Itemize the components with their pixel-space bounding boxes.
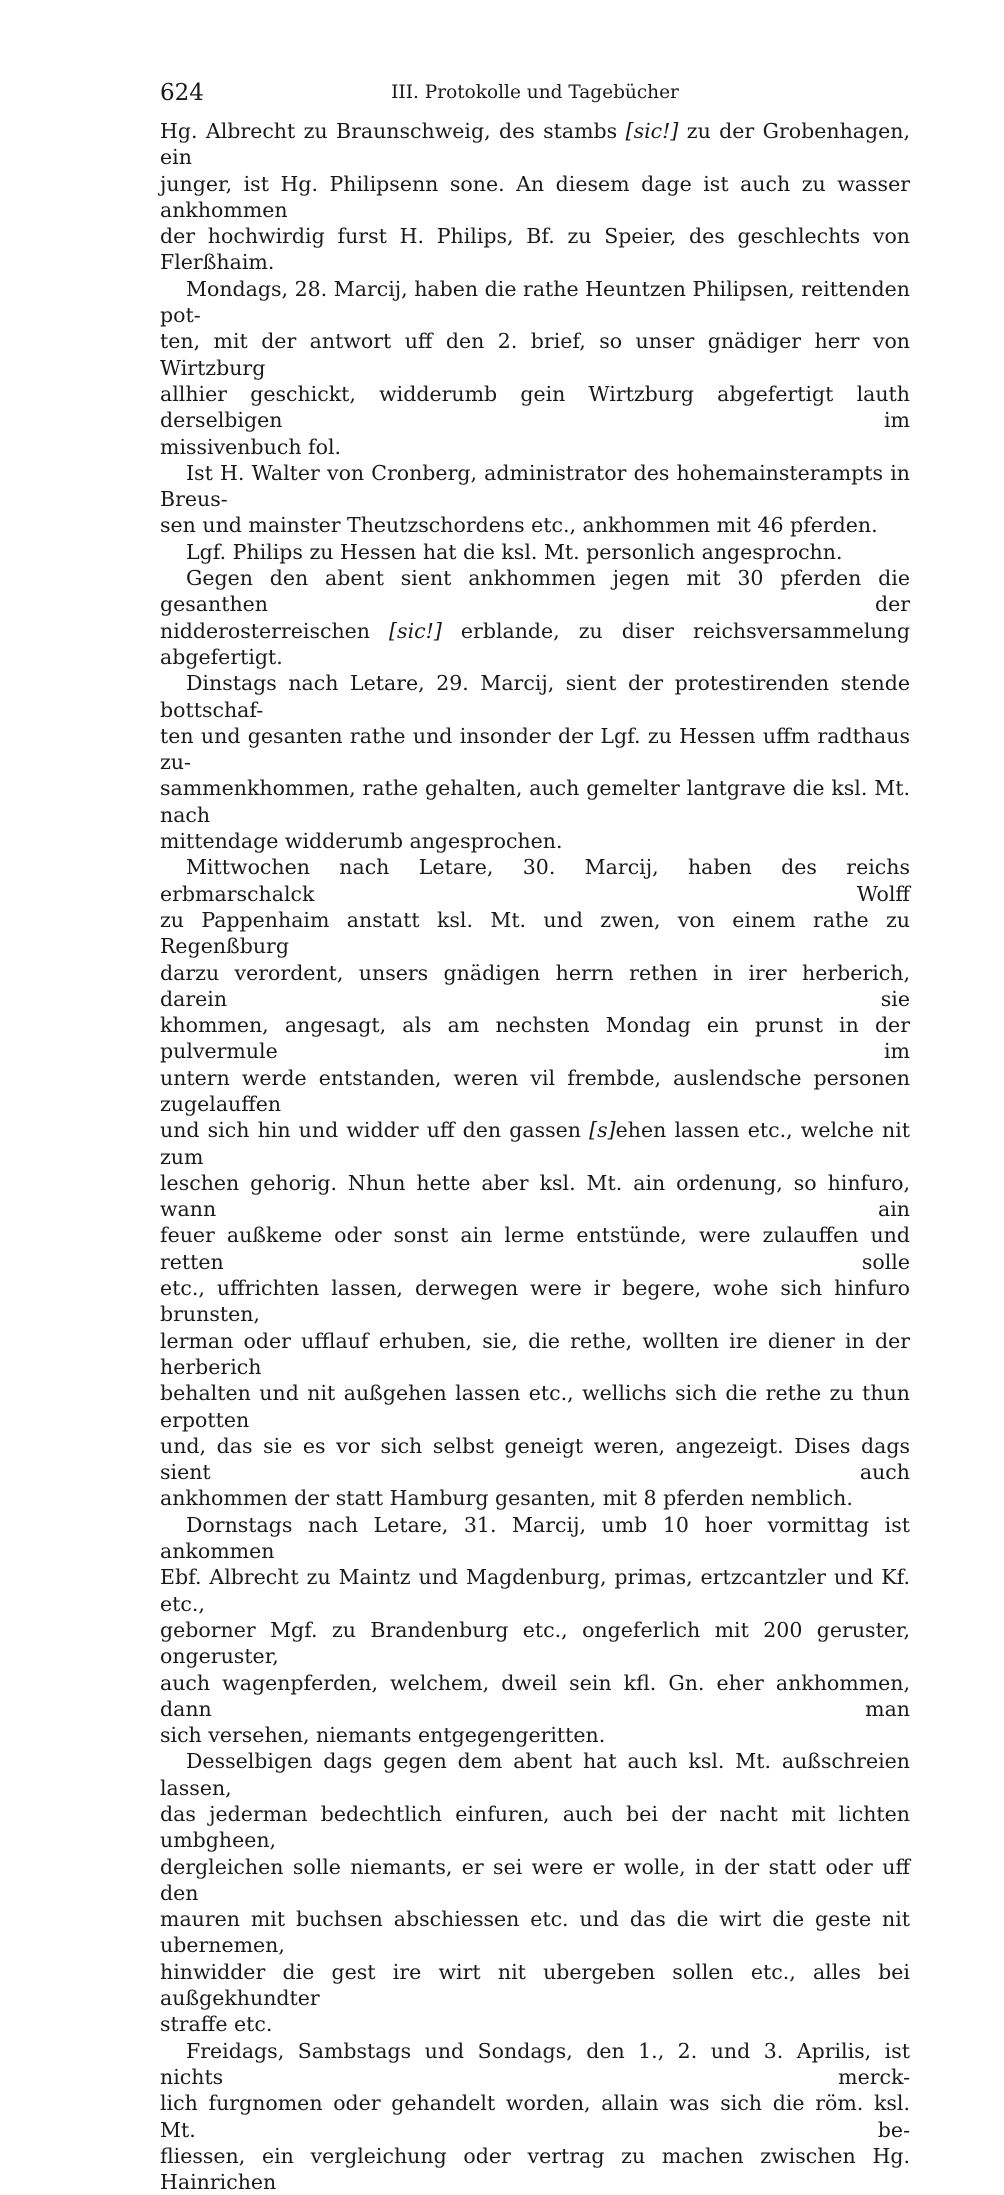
text-line: lerman oder ufflauf erhuben, sie, die rethe, wollten ire diener in der herberich [160, 1328, 910, 1379]
paragraph [160, 276, 910, 460]
running-title: III. Protokolle und Tagebücher [391, 82, 679, 103]
editorial-note: [sic!] [625, 119, 679, 143]
text-line: leschen gehorig. Nhun hette aber ksl. Mt. ain ordenung, so hinfuro, wann ain [160, 1170, 910, 1222]
text-line: mauren mit buchsen abschiessen etc. und das die wirt die geste nit ubernemen, [160, 1907, 910, 1958]
document-page [160, 78, 910, 2195]
paragraph [160, 118, 910, 276]
text-line: untern werde entstanden, weren vil frembde, auslendsche personen zugelauffen [160, 1065, 910, 1116]
text-line: der hochwirdig furst H. Philips, Bf. zu Speier, des geschlechts von Flerßhaim. [160, 224, 910, 275]
editorial-note: [s] [589, 1118, 616, 1143]
text-line: Freidags, Sambstags und Sondags, den 1., 2. und 3. Aprilis, ist nichts merck- [160, 2038, 910, 2089]
text-line: lich furgnomen oder gehandelt worden, allain was sich die röm. ksl. Mt. be- [160, 2091, 910, 2142]
text-line: straffe etc. [160, 2012, 273, 2037]
text-line: geborner Mgf. zu Brandenburg etc., ongeferlich mit 200 geruster, ongeruster, [160, 1617, 910, 1669]
text-line: ten und gesanten rathe und insonder der Lgf. zu Hessen uffm radthaus zu- [160, 723, 910, 775]
text-line: missivenbuch fol. [160, 434, 342, 459]
text-line: allhier geschickt, widderumb gein Wirtzburg abgefertigt lauth derselbigen im [160, 381, 910, 433]
text-line: Lgf. Philips zu Hessen hat die ksl. Mt. personlich angesprochn. [186, 539, 843, 564]
text-line: hinwidder die gest ire wirt nit ubergeben sollen etc., alles bei außgekhundter [160, 1959, 910, 2011]
text-line: sich versehen, niemants entgegengeritten. [160, 1723, 606, 1748]
text-line: mittendage widderumb angesprochen. [160, 829, 563, 854]
text-line: Hg. Albrecht zu Braunschweig, des stambs [sic!] zu der Grobenhagen, ein [160, 119, 910, 170]
text-line: dergleichen solle niemants, er sei were er wolle, in der statt oder uff den [160, 1854, 910, 1905]
text-line: behalten und nit außgehen lassen etc., wellichs sich die rethe zu thun erpotten [160, 1381, 910, 1432]
text-line: junger, ist Hg. Philipsenn sone. An diesem dage ist auch zu wasser ankhommen [160, 171, 910, 222]
paragraph [160, 565, 910, 670]
text-line: Gegen den abent sient ankhommen jegen mit 30 pferden die gesanthen der [160, 566, 910, 617]
text-line: Ist H. Walter von Cronberg, administrator des hohemainsterampts in Breus- [160, 460, 910, 512]
paragraph [160, 460, 910, 539]
text-line: fliessen, ein vergleichung oder vertrag zu machen zwischen Hg. Hainrichen [160, 2143, 910, 2195]
text-line: und sich hin und widder uff den gassen [s]ehen lassen etc., welche nit zum [160, 1118, 910, 1169]
text-line: Ebf. Albrecht zu Maintz und Magdenburg, primas, ertzcantzler und Kf. etc., [160, 1565, 910, 1616]
paragraph [160, 539, 910, 565]
text-line: Dornstags nach Letare, 31. Marcij, umb 10 hoer vormittag ist ankommen [160, 1512, 910, 1564]
text-line: Dinstags nach Letare, 29. Marcij, sient der protestirenden stende bottschaf- [160, 671, 910, 722]
text-line: Mondags, 28. Marcij, haben die rathe Heuntzen Philipsen, reittenden pot- [160, 276, 910, 328]
running-head [160, 78, 910, 108]
text-line: ankhommen der statt Hamburg gesanten, mit 8 pferden nemblich. [160, 1486, 853, 1511]
text-line: das jederman bedechtlich einfuren, auch bei der nacht mit lichten umbgheen, [160, 1802, 910, 1853]
editorial-note: [sic!] [389, 618, 442, 643]
text-line: sammenkhommen, rathe gehalten, auch gemelter lantgrave die ksl. Mt. nach [160, 776, 910, 827]
paragraph [160, 854, 910, 1511]
text-line: und, das sie es vor sich selbst geneigt weren, angezeigt. Dises dags sient auch [160, 1433, 910, 1485]
paragraph [160, 2038, 910, 2195]
text-line: feuer außkeme oder sonst ain lerme entstünde, were zulauffen und retten solle [160, 1223, 910, 1274]
text-line: etc., uffrichten lassen, derwegen were ir begere, wohe sich hinfuro brunsten, [160, 1276, 910, 1327]
text-line: Desselbigen dags gegen dem abent hat auch ksl. Mt. außschreien lassen, [160, 1749, 910, 1800]
page-number: 624 [160, 80, 204, 106]
text-line: zu Pappenhaim anstatt ksl. Mt. und zwen, von einem rathe zu Regenßburg [160, 907, 910, 959]
text-line: Mittwochen nach Letare, 30. Marcij, haben des reichs erbmarschalck Wolff [160, 855, 910, 906]
paragraph [160, 1748, 910, 2037]
text-line: auch wagenpferden, welchem, dweil sein kfl. Gn. eher ankhommen, dann man [160, 1670, 910, 1721]
text-line: khommen, angesagt, als am nechsten Mondag ein prunst in der pulvermule im [160, 1013, 910, 1064]
text-line: nidderosterreischen [sic!] erblande, zu diser reichsversammelung abgefertigt. [160, 618, 910, 669]
text-line: sen und mainster Theutzschordens etc., ankhommen mit 46 pferden. [160, 513, 878, 538]
body-text [160, 118, 910, 2195]
text-line: ten, mit der antwort uff den 2. brief, so unser gnädiger herr von Wirtzburg [160, 329, 910, 380]
paragraph [160, 670, 910, 854]
paragraph [160, 1512, 910, 1749]
text-line: darzu verordent, unsers gnädigen herrn rethen in irer herberich, darein sie [160, 960, 910, 1011]
